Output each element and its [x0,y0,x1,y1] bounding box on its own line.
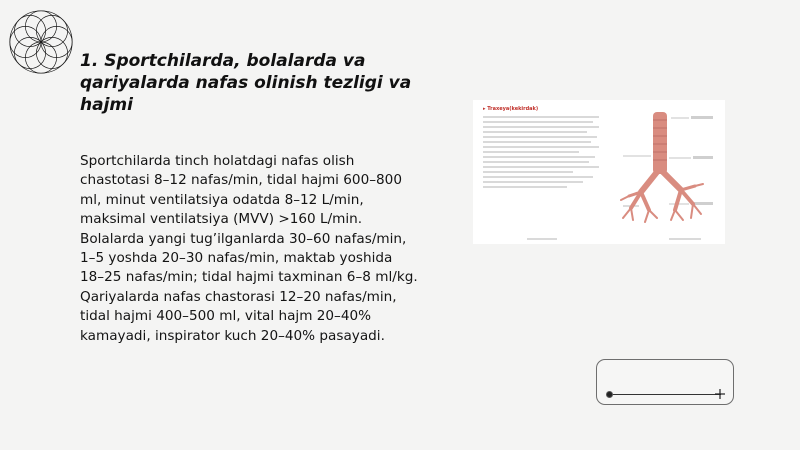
slide-title: 1. Sportchilarda, bolalarda va qariyalarda nafas olinish tezligi va hajmi [80,51,412,115]
plus-icon[interactable] [715,387,725,401]
media-playback-bar[interactable] [596,359,734,405]
figure-heading: ▸ Traxeya(kekirdak) [483,106,539,112]
media-progress-track[interactable] [609,394,721,395]
rosette-icon [2,3,80,81]
airway-illustration [473,100,725,244]
airway-figure [473,100,725,244]
figure-caption-right [669,238,701,240]
slide-body-text: Sportchilarda tinch holatdagi nafas olish chastotasi 8–12 nafas/min, tidal hajmi 600–800 ml, minut ventilatsiya odatda 8–12 L/min, maksimal ventilatsiya (MVV) >160 L/min. Bolalarda yangi tug’ilganlarda 30–60 nafas/min, 1–5 yoshda 20–30 nafas/min, maktab yoshida 18–25 nafas/min; tidal hajmi taxminan 6–8 ml/kg. Qariyalarda nafas chastorasi 12–20 nafas/min, tidal hajmi 400–500 ml, vital hajm 20–40% kamayadi, inspirator kuch 20–40% pasayadi. [80,153,418,344]
slider-knob-icon[interactable] [606,391,613,398]
figure-caption-left [527,238,557,240]
